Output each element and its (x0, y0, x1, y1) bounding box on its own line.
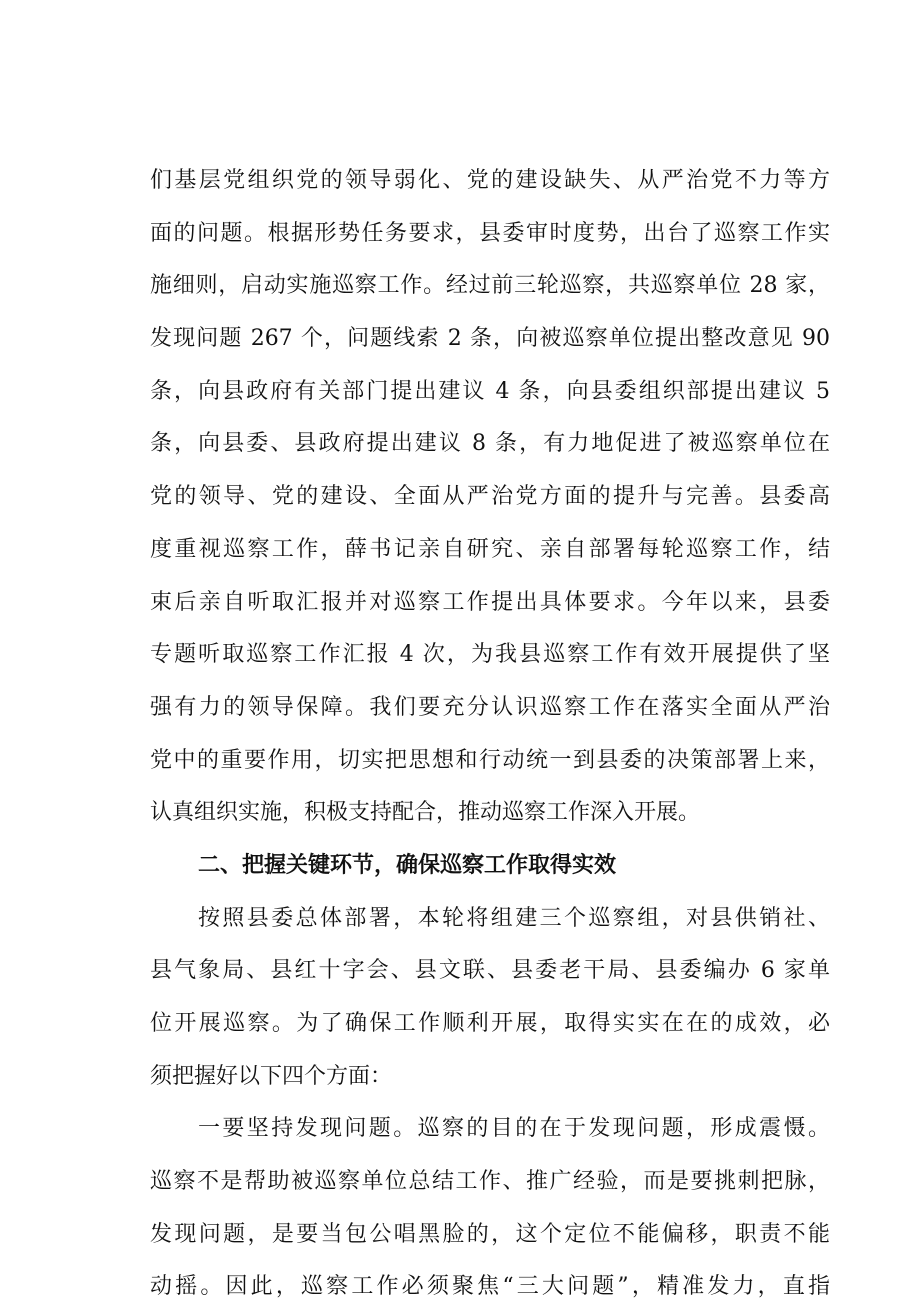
section-heading: 二、把握关键环节，确保巡察工作取得实效 (198, 852, 617, 878)
text-line: 度重视巡察工作，薛书记亲自研究、亲自部署每轮巡察工作，结 (150, 536, 830, 562)
document-body (150, 155, 830, 1314)
text-line: 专题听取巡察工作汇报 4 次，为我县巡察工作有效开展提供了坚 (150, 642, 830, 668)
text-line: 按照县委总体部署，本轮将组建三个巡察组，对县供销社、 (198, 905, 830, 931)
text-line: 动摇。因此，巡察工作必须聚焦“三大问题”，精准发力，直指 (150, 1274, 830, 1300)
paragraph-1 (150, 155, 830, 840)
text-line: 们基层党组织党的领导弱化、党的建设缺失、从严治党不力等方 (150, 168, 830, 193)
paragraph-3 (150, 1103, 830, 1314)
text-line: 巡察不是帮助被巡察单位总结工作、推广经验，而是要挑刺把脉， (150, 1169, 830, 1195)
text-line: 认真组织实施，积极支持配合，推动巡察工作深入开展。 (150, 800, 701, 826)
paragraph-2 (150, 893, 830, 1104)
text-line: 条，向县委、县政府提出建议 8 条，有力地促进了被巡察单位在 (150, 431, 830, 457)
text-line: 须把握好以下四个方面： (150, 1063, 393, 1089)
text-line: 束后亲自听取汇报并对巡察工作提出具体要求。今年以来，县委 (150, 589, 830, 615)
text-line: 条，向县政府有关部门提出建议 4 条，向县委组织部提出建议 5 (150, 378, 830, 404)
text-line: 施细则，启动实施巡察工作。经过前三轮巡察，共巡察单位 28 家， (150, 273, 830, 299)
text-line: 强有力的领导保障。我们要充分认识巡察工作在落实全面从严治 (150, 694, 830, 720)
text-line: 发现问题 267 个，问题线索 2 条，向被巡察单位提出整改意见 90 (150, 326, 830, 352)
text-line: 县气象局、县红十字会、县文联、县委老干局、县委编办 6 家单 (150, 958, 830, 984)
text-line: 位开展巡察。为了确保工作顺利开展，取得实实在在的成效，必 (150, 1011, 830, 1036)
text-line: 面的问题。根据形势任务要求，县委审时度势，出台了巡察工作实 (150, 220, 830, 246)
text-line: 一要坚持发现问题。巡察的目的在于发现问题，形成震慑。 (198, 1116, 830, 1142)
text-line: 发现问题，是要当包公唱黑脸的，这个定位不能偏移，职责不能 (150, 1221, 830, 1247)
text-line: 党的领导、党的建设、全面从严治党方面的提升与完善。县委高 (150, 484, 830, 510)
text-line: 党中的重要作用，切实把思想和行动统一到县委的决策部署上来， (150, 747, 830, 773)
